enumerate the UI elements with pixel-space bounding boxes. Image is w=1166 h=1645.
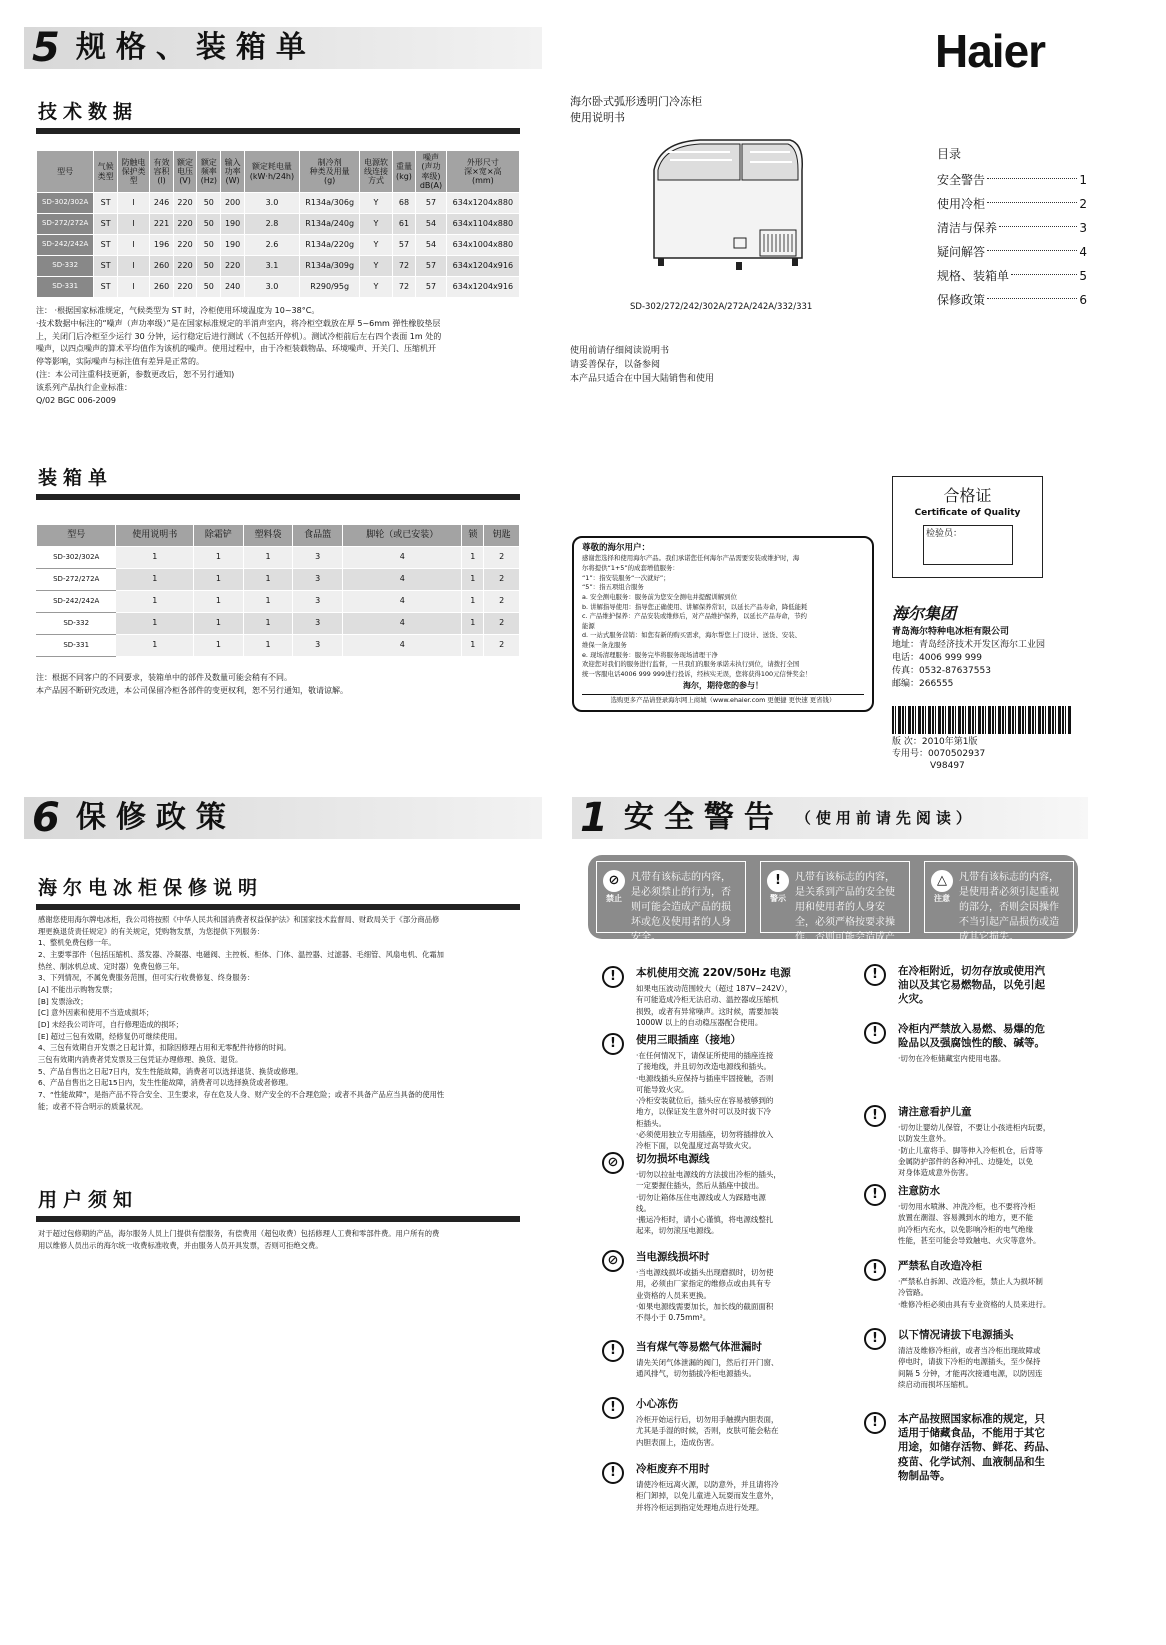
packing-notes: 注：根据不同客户的不同要求，装箱单中的部件及数量可能会稍有不同。 本产品因不断研究改进，本公司保留冷柜各部件的变更权利，恕不另行通知，敬请谅解。 xyxy=(36,673,348,695)
tech-data-heading: 技术数据 xyxy=(38,101,139,123)
legend-symbol xyxy=(603,870,625,924)
chapter-number: 5 xyxy=(32,27,60,69)
warning-item xyxy=(864,1105,1084,1178)
table-cell: 1 xyxy=(116,613,194,635)
table-cell: SD-242/242A xyxy=(37,235,94,256)
chapter-5-banner xyxy=(24,27,542,69)
toc-label: 使用冷柜 xyxy=(937,197,986,212)
packing-table xyxy=(36,524,520,657)
table-cell: 50 xyxy=(197,235,221,256)
warning-text xyxy=(898,1412,1056,1486)
toc-dots xyxy=(987,178,1077,179)
table-cell: SD-242/242A xyxy=(37,591,116,613)
company-address: 地址：青岛经济技术开发区海尔工业园 xyxy=(892,640,1046,651)
warning-title: 冷柜废弃不用时 xyxy=(636,1463,710,1475)
column-header: 除霜铲 xyxy=(194,525,244,547)
table-cell: 3 xyxy=(293,591,343,613)
warning-title: 严禁私自改造冷柜 xyxy=(898,1260,982,1272)
manual-title-line-2: 使用说明书 xyxy=(570,111,625,124)
warning-text xyxy=(898,1105,1050,1178)
table-cell: 634x1204x916 xyxy=(446,277,519,298)
product-code-2: V98497 xyxy=(930,761,965,772)
warning-item xyxy=(602,1462,822,1513)
company-logo: 海尔集团 xyxy=(892,604,957,623)
table-cell: 72 xyxy=(392,277,416,298)
table-cell: Ⅰ xyxy=(117,214,149,235)
table-cell: SD-302/302A xyxy=(37,547,116,569)
table-cell: SD-272/272A xyxy=(37,569,116,591)
barcode xyxy=(892,706,1072,734)
warning-text xyxy=(898,1184,1041,1246)
table-cell: 54 xyxy=(416,235,447,256)
table-cell: 1 xyxy=(194,635,244,657)
warning-body: 清洁及维修冷柜前，或者当冷柜出现故障或 停电时，请拔下冷柜的电源插头，至少保持 间隔 5 分钟，才能再次接通电源，以防因连 续启动而损坏压缩机。 xyxy=(898,1346,1043,1389)
warning-title: 本产品按照国家标准的规定，只 适用于储藏食品，不能用于其它 用途，如储存活物、鲜花、药品、 疫苗、化学试剂、血液制品和生 物制品等。 xyxy=(898,1413,1056,1482)
table-cell: 1 xyxy=(194,591,244,613)
table-cell: 61 xyxy=(392,214,416,235)
warning-icon: ! xyxy=(864,1105,886,1127)
chapter-title: 安全警告 xyxy=(623,799,784,835)
column-header: 有效 容积 (l) xyxy=(150,151,174,193)
legend-text: 凡带有该标志的内容，是关系到产品的安全使用和使用者的人身安全，必须严格按要求操作，否则可能会造成产品的损坏。 xyxy=(795,872,895,958)
table-cell: 57 xyxy=(416,193,447,214)
company-info xyxy=(892,626,1045,691)
column-header: 型号 xyxy=(37,525,116,547)
table-cell: ST xyxy=(94,193,118,214)
table-cell: 3.0 xyxy=(244,277,299,298)
warning-icon: ! xyxy=(602,1397,624,1419)
warning-text xyxy=(636,1340,779,1380)
table-cell: 1 xyxy=(116,635,194,657)
warning-item xyxy=(864,1412,1084,1486)
legend-item xyxy=(924,861,1074,943)
warning-body: ·严禁私自拆卸、改造冷柜，禁止人为损坏制 冷管路。 ·维修冷柜必须由具有专业资格的人员来进行。 xyxy=(898,1277,1051,1309)
warning-title: 以下情况请拔下电源插头 xyxy=(898,1329,1014,1341)
column-header: 输入 功率 (W) xyxy=(221,151,245,193)
table-cell: SD-302/302A xyxy=(37,193,94,214)
warning-item xyxy=(864,1328,1084,1390)
warning-title: 当电源线损坏时 xyxy=(636,1251,710,1263)
column-header: 气候 类型 xyxy=(94,151,118,193)
column-header: 重量 (kg) xyxy=(392,151,416,193)
chapter-number: 1 xyxy=(580,797,608,839)
legend-symbol xyxy=(767,870,789,924)
table-cell: R290/95g xyxy=(300,277,360,298)
service-motto: 海尔，期待您的参与！ xyxy=(683,681,763,691)
table-cell: 57 xyxy=(416,256,447,277)
warning-item xyxy=(602,1340,822,1380)
table-cell: 1 xyxy=(462,591,484,613)
table-cell: 50 xyxy=(197,193,221,214)
legend-item xyxy=(760,861,910,958)
table-cell: 4 xyxy=(343,569,462,591)
haier-logo: Haier xyxy=(935,25,1046,77)
certificate-subtitle: Certificate of Quality xyxy=(914,507,1021,518)
warning-item xyxy=(864,964,1084,1010)
toc-label: 清洁与保养 xyxy=(937,221,998,236)
toc-page: 5 xyxy=(1079,269,1087,284)
table-cell: Y xyxy=(360,214,392,235)
warning-title: 在冷柜附近，切勿存放或使用汽 油以及其它易燃物品，以免引起 火灾。 xyxy=(898,965,1045,1006)
warning-body: ·当电源线损坏或插头出现磨损时，切勿使 用，必须由厂家指定的维修点或由具有专 业资格的人员来更换。 ·如果电源线需要加长，加长线的截面面积 不得小于 0.75mm²。 xyxy=(636,1268,774,1323)
legend-tag: 警示 xyxy=(770,894,786,903)
table-cell: 220 xyxy=(173,277,197,298)
toc-page: 3 xyxy=(1079,221,1087,236)
model-list: SD-302/272/242/302A/272A/242A/332/331 xyxy=(630,302,813,312)
table-cell: 3 xyxy=(293,613,343,635)
table-cell: 240 xyxy=(221,277,245,298)
warning-title: 小心冻伤 xyxy=(636,1398,678,1410)
warning-item xyxy=(864,1022,1084,1065)
table-cell: 634x1004x880 xyxy=(446,235,519,256)
warning-icon: ! xyxy=(864,1184,886,1206)
warning-text xyxy=(898,1022,1045,1065)
column-header: 食品篮 xyxy=(293,525,343,547)
table-cell: 50 xyxy=(197,277,221,298)
legend-tag: 注意 xyxy=(934,894,950,903)
table-cell: Y xyxy=(360,277,392,298)
toc-item[interactable] xyxy=(937,168,1087,192)
manual-title-line-1: 海尔卧式弧形透明门冷冻柜 xyxy=(570,95,702,108)
warning-item xyxy=(864,1184,1084,1246)
toc-dots xyxy=(1011,274,1077,275)
table-cell: R134a/240g xyxy=(300,214,360,235)
column-header: 使用说明书 xyxy=(116,525,194,547)
service-footer: 选购更多产品请登录海尔网上商城（www.ehaier.com 更便捷 更快速 更省钱） xyxy=(582,694,864,705)
warning-icon: ! xyxy=(864,1412,886,1434)
table-cell: 3 xyxy=(293,635,343,657)
warning-item xyxy=(864,1259,1084,1310)
table-row xyxy=(37,635,520,657)
table-cell: 190 xyxy=(221,214,245,235)
table-cell: 1 xyxy=(243,569,293,591)
inspector-box xyxy=(923,525,1013,565)
warning-icon: ! xyxy=(602,1462,624,1484)
toc-title: 目录 xyxy=(937,147,962,161)
table-row xyxy=(37,547,520,569)
table-cell: 4 xyxy=(343,613,462,635)
table-cell: Y xyxy=(360,193,392,214)
table-cell: 246 xyxy=(150,193,174,214)
toc-label: 安全警告 xyxy=(937,173,986,188)
table-cell: 2 xyxy=(484,635,520,657)
table-row xyxy=(37,591,520,613)
column-header: 噪声 (声功 率级) dB(A) xyxy=(416,151,447,193)
warning-icon: ! xyxy=(864,964,886,986)
warning-text xyxy=(898,964,1045,1010)
column-header: 锁 xyxy=(462,525,484,547)
table-cell: SD-331 xyxy=(37,277,94,298)
column-header: 电源软 线连接 方式 xyxy=(360,151,392,193)
table-cell: 1 xyxy=(243,547,293,569)
toc-page: 4 xyxy=(1079,245,1087,260)
column-header: 型号 xyxy=(37,151,94,193)
table-cell: 1 xyxy=(462,547,484,569)
toc-dots xyxy=(987,250,1077,251)
warning-icon: ! xyxy=(864,1259,886,1281)
warranty-heading: 海尔电冰柜保修说明 xyxy=(38,877,264,899)
table-cell: Y xyxy=(360,256,392,277)
table-of-contents xyxy=(937,146,1087,312)
warning-text xyxy=(898,1328,1043,1390)
chapter-subtitle: （使用前请先阅读） xyxy=(795,808,976,827)
tech-data-table xyxy=(36,150,520,298)
warning-title: 注意防水 xyxy=(898,1185,940,1197)
table-cell: 1 xyxy=(462,613,484,635)
chapter-1-banner xyxy=(572,797,1088,839)
table-cell: 220 xyxy=(173,235,197,256)
notice-heading: 用户须知 xyxy=(38,1189,139,1211)
table-cell: 1 xyxy=(116,569,194,591)
heading-rule xyxy=(36,1216,520,1222)
warning-text xyxy=(636,1033,773,1151)
table-cell: ST xyxy=(94,277,118,298)
warning-item xyxy=(602,1152,822,1237)
table-cell: 72 xyxy=(392,256,416,277)
toc-dots xyxy=(999,226,1077,227)
table-cell: 634x1204x916 xyxy=(446,256,519,277)
table-row xyxy=(37,193,520,214)
warning-body: ·切勿在冷柜储藏室内使用电器。 xyxy=(898,1054,1006,1064)
table-cell: Ⅰ xyxy=(117,235,149,256)
certificate-of-quality xyxy=(892,476,1043,578)
service-greeting: 尊敬的海尔用户： xyxy=(582,543,651,553)
chapter-title: 规格、装箱单 xyxy=(75,29,316,65)
table-cell: Y xyxy=(360,235,392,256)
toc-page: 6 xyxy=(1079,293,1087,308)
warning-body: ·切勿让婴幼儿保管，不要让小孩进柜内玩要， 以防发生意外。 ·防止儿童将手、脚等伸入冷柜机仓，后背等 金属防护部件的各种冲孔、边缝处，以免 对身体造成意外伤害。 xyxy=(898,1123,1051,1178)
table-cell: 260 xyxy=(150,256,174,277)
table-cell: 634x1104x880 xyxy=(446,214,519,235)
symbol-legend xyxy=(588,855,1078,958)
warning-title: 当有煤气等易燃气体泄漏时 xyxy=(636,1341,762,1353)
warning-title: 使用三眼插座（接地） xyxy=(636,1034,741,1046)
table-row xyxy=(37,569,520,591)
table-cell: 220 xyxy=(173,193,197,214)
certificate-title: 合格证 xyxy=(943,486,992,505)
table-cell: 220 xyxy=(221,256,245,277)
legend-text: 凡带有该标志的内容，是必须禁止的行为，否则可能会造成产品的损坏或危及使用者的人身安全。 xyxy=(631,872,731,943)
column-header: 额定 频率 (Hz) xyxy=(197,151,221,193)
inspector-label: 检验员： xyxy=(926,529,963,539)
table-cell: 4 xyxy=(343,547,462,569)
warning-text xyxy=(636,1397,779,1448)
table-cell: 2 xyxy=(484,613,520,635)
table-row xyxy=(37,214,520,235)
toc-dots xyxy=(987,202,1077,203)
column-header: 额定耗电量 (kW·h/24h) xyxy=(244,151,299,193)
column-header: 外形尺寸 深×宽×高 (mm) xyxy=(446,151,519,193)
toc-item[interactable] xyxy=(937,240,1087,264)
table-cell: ST xyxy=(94,214,118,235)
edition: 版 次：2010年第1版 xyxy=(892,737,978,747)
heading-rule xyxy=(36,904,520,910)
table-row xyxy=(37,235,520,256)
warning-title: 本机使用交流 220V/50Hz 电源 xyxy=(636,967,791,979)
table-cell: SD-272/272A xyxy=(37,214,94,235)
heading-rule xyxy=(36,128,520,134)
table-row xyxy=(37,277,520,298)
service-body: 感谢您选择和使用海尔产品。我们承诺您任何海尔产品需要安装或维护时，海 尔将提供“1+5”的成套增值服务： “1”：指安装服务“一次就好”； “5”：指五项组合服务 a. 安全测电服务：服务前为您安全测电并提醒训解到位 b. 讲解指导使用：指导您正确使用、讲解保养常识，以延长产品寿命，降低能耗 c. 产品维护保养：产品安装或维修后，对产品维护保养，以延长产品寿命，节约 能源 d. 一站式服务营销：如您有新的购买需求，海尔帮您上门设计、送货、安装、 维保一条龙服务 e. 现场清理服务：服务完毕将服务现场清理干净 欢迎您对我们的服务进行监督，一旦我们的服务承诺未执行到位，请拨打全国 统一客服电话4006 999 999进行投诉，经核实无误，您将获得100元信誉奖金！ xyxy=(582,554,812,678)
chapter-6-banner xyxy=(24,797,542,839)
read-instructions: 使用前请仔细阅读说明书 请妥善保存，以备参阅 本产品只适合在中国大陆销售和使用 xyxy=(570,346,715,384)
warning-item xyxy=(602,966,822,1028)
notice-body: 对于超过包修期的产品，海尔服务人员上门提供有偿服务，有偿费用（超包收费）包括修理人工费和零部件费。用户所有的费 用以维修人员出示的海尔统一收费标准收费，并由服务人员开具发票，否则可拒绝交费。 xyxy=(38,1229,440,1251)
table-cell: 200 xyxy=(221,193,245,214)
chapter-title: 保修政策 xyxy=(75,799,236,835)
table-cell: 1 xyxy=(462,569,484,591)
warning-body: ·切勿用水喷淋、冲洗冷柜，也不要将冷柜 放置在潮湿、容易溅到水的地方，更不能 向冷柜内充水，以免影响冷柜的电气绝缘 性能，甚至可能会导致触电、火灾等意外。 xyxy=(898,1202,1041,1245)
table-cell: 220 xyxy=(173,214,197,235)
table-cell: 1 xyxy=(116,591,194,613)
warning-text xyxy=(636,1250,773,1323)
toc-page: 2 xyxy=(1079,197,1087,212)
toc-item[interactable] xyxy=(937,264,1087,288)
column-header: 制冷剂 种类及用量 (g) xyxy=(300,151,360,193)
product-code: 专用号：0070502937 xyxy=(892,749,986,760)
table-cell: 2.8 xyxy=(244,214,299,235)
table-cell: 4 xyxy=(343,591,462,613)
table-cell: 3.1 xyxy=(244,256,299,277)
table-cell: 1 xyxy=(194,547,244,569)
table-row xyxy=(37,256,520,277)
packing-heading: 装箱单 xyxy=(38,467,114,489)
table-cell: ST xyxy=(94,235,118,256)
warning-text xyxy=(898,1259,1050,1310)
warranty-body: 感谢您使用海尔牌电冰柜，我公司将按照《中华人民共和国消费者权益保护法》和国家技术监督局、财政局关于《部分商品修 理更换退货责任规定》的有关规定，凭购物发票，为您提供下列服务： 1、整机免费包修一年。 2、主要零部件（包括压缩机、蒸发器、冷凝器、电磁阀、主控板、柜体、门体、温控器、过滤器、毛细管、风扇电机、化霜加 热丝、制冰机总成、定时器）免费包修三年。 3、下列情况，不属免费服务范围，但可实行收费修复、终身服务： [A] 不能出示购物发票； [B] 发票涂改； [C] 意外因素和使用不当造成损坏； [D] 未经我公司许可，自行修理造成的损坏； [E] 超过三包有效期，经修复仍可继续使用。 4、三包有效期自开发票之日起计算，扣除因修理占用和无零配件待修的时间。 三包有效期内消费者凭发票及三包凭证办理修理、换货、退货。 5、产品自售出之日起7日内，发生性能故障，消费者可以选择退货、换货或修理。 6、产品自售出之日起15日内，发生性能故障，消费者可以选择换货或者修理。 7、“性能故障”，是指产品不符合安全、卫生要求，存在危及人身、财产安全的不合理危险；或者不具备产品应当具备的使用性 能；或者不符合明示的质量状况。 xyxy=(38,915,445,1111)
table-cell: 1 xyxy=(243,591,293,613)
warning-text xyxy=(636,1152,781,1237)
table-row xyxy=(37,613,520,635)
table-cell: 3 xyxy=(293,569,343,591)
table-cell: 220 xyxy=(173,256,197,277)
table-cell: 2 xyxy=(484,547,520,569)
toc-page: 1 xyxy=(1079,173,1087,188)
caution-icon: △ xyxy=(931,870,953,892)
table-cell: R134a/220g xyxy=(300,235,360,256)
tech-notes: 注： ·根据国家标准规定，气候类型为 ST 时，冷柜使用环境温度为 10~38°C。 ·技术数据中标注的“噪声（声功率级）”是在国家标准规定的半消声室内，将冷柜空载放在厚 5~6mm 弹性橡胶垫层 上，关闭门后冷柜至少运行 30 分钟，运行稳定后进行测试（不包括开停机）。测试冷柜前后左右四个表面 1m 处的 噪声，以四点噪声的算术平均值作为该机的噪声。使用过程中，由于冷柜装载物品、环境噪声、开关门、压缩机开 停等影响，实际噪声与标注值有差异是正常的。 (注：本公司注重科技更新，参数更改后，恕不另行通知) 该系列产品执行企业标准： Q/02 BGC 006-2009 xyxy=(36,306,442,405)
table-cell: R134a/309g xyxy=(300,256,360,277)
legend-tag: 禁止 xyxy=(606,894,622,903)
warning-title: 切勿损坏电源线 xyxy=(636,1153,710,1165)
table-cell: 3.0 xyxy=(244,193,299,214)
column-header: 脚轮（或已安装） xyxy=(343,525,462,547)
company-zip: 邮编：266555 xyxy=(892,679,954,690)
table-cell: Ⅰ xyxy=(117,256,149,277)
freezer-illustration xyxy=(640,130,810,280)
table-cell: 50 xyxy=(197,214,221,235)
table-cell: 1 xyxy=(243,613,293,635)
company-phone: 电话：4006 999 999 xyxy=(892,653,982,664)
heading-rule xyxy=(36,494,520,500)
table-cell: 57 xyxy=(416,277,447,298)
toc-dots xyxy=(987,298,1077,299)
table-cell: 260 xyxy=(150,277,174,298)
table-cell: SD-332 xyxy=(37,613,116,635)
warning-icon: ! xyxy=(767,870,789,892)
legend-item xyxy=(596,861,746,943)
toc-label: 规格、装箱单 xyxy=(937,269,1010,284)
toc-label: 保修政策 xyxy=(937,293,986,308)
warning-body: 请使冷柜远离火源，以防意外，并且请将冷 柜门卸掉，以免儿童进入玩耍而发生意外， 并将冷柜运到指定处理地点进行处理。 xyxy=(636,1480,779,1512)
prohibit-icon: ⊘ xyxy=(603,870,625,892)
warning-icon: ! xyxy=(864,1328,886,1350)
table-cell: 54 xyxy=(416,214,447,235)
table-cell: 634x1204x880 xyxy=(446,193,519,214)
chapter-number: 6 xyxy=(32,797,60,839)
table-cell: 1 xyxy=(116,547,194,569)
warning-text xyxy=(636,1462,779,1513)
column-header: 额定 电压 (V) xyxy=(173,151,197,193)
table-cell: 2 xyxy=(484,569,520,591)
prohibit-icon: ⊘ xyxy=(602,1250,624,1272)
column-header: 钥匙 xyxy=(484,525,520,547)
toc-item[interactable] xyxy=(937,192,1087,216)
table-cell: ST xyxy=(94,256,118,277)
table-cell: 2 xyxy=(484,591,520,613)
table-cell: Ⅰ xyxy=(117,277,149,298)
table-cell: SD-332 xyxy=(37,256,94,277)
table-cell: 1 xyxy=(462,635,484,657)
table-cell: 190 xyxy=(221,235,245,256)
table-cell: SD-331 xyxy=(37,635,116,657)
toc-item[interactable] xyxy=(937,216,1087,240)
prohibit-icon: ⊘ xyxy=(602,1152,624,1174)
table-cell: 1 xyxy=(243,635,293,657)
table-cell: 57 xyxy=(392,235,416,256)
toc-item[interactable] xyxy=(937,288,1087,312)
warning-icon: ! xyxy=(864,1022,886,1044)
warning-body: ·切勿以拉扯电源线的方法拔出冷柜的插头， 一定要握住插头，然后从插座中拔出。 ·切勿让箱体压住电源线或人为踩踏电源 线。 ·搬运冷柜时，请小心谨慎，将电源线整扎 起来，切勿滚压电源线。 xyxy=(636,1170,781,1236)
warning-title: 请注意看护儿童 xyxy=(898,1106,972,1118)
table-cell: 1 xyxy=(194,613,244,635)
table-cell: 2.6 xyxy=(244,235,299,256)
table-cell: 221 xyxy=(150,214,174,235)
toc-label: 疑问解答 xyxy=(937,245,986,260)
warning-item xyxy=(602,1250,822,1323)
table-cell: 68 xyxy=(392,193,416,214)
warning-body: 如果电压波动范围较大（超过 187V~242V）， 有可能造成冷柜无法启动、温控器或压缩机 损毁，或者有异常噪声。这时候，需要加装 1000W 以上的自动稳压器配合使用。 xyxy=(636,984,793,1027)
table-cell: Ⅰ xyxy=(117,193,149,214)
warning-body: 请先关闭气体泄漏的阀门，然后打开门窗、 通风排气，切勿插拔冷柜电源插头。 xyxy=(636,1358,779,1379)
company-fax: 传真：0532-87637553 xyxy=(892,666,991,677)
table-cell: 3 xyxy=(293,547,343,569)
service-box xyxy=(572,536,874,712)
warning-body: 冷柜开始运行后，切勿用手触摸内胆表面， 尤其是手湿的时候，否则，皮肤可能会粘在 内胆表面上，造成伤害。 xyxy=(636,1415,779,1447)
warning-icon: ! xyxy=(602,1033,624,1055)
warning-icon: ! xyxy=(602,966,624,988)
warning-icon: ! xyxy=(602,1340,624,1362)
column-header: 塑料袋 xyxy=(243,525,293,547)
table-cell: 196 xyxy=(150,235,174,256)
warning-title: 冷柜内严禁放入易燃、易爆的危 险品以及强腐蚀性的酸、碱等。 xyxy=(898,1023,1045,1050)
table-cell: 4 xyxy=(343,635,462,657)
table-cell: R134a/306g xyxy=(300,193,360,214)
warning-text xyxy=(636,966,792,1028)
company-name: 青岛海尔特种电冰柜有限公司 xyxy=(892,627,1010,637)
warning-body: ·在任何情况下，请保证所使用的插座连接 了接地线，并且切勿改造电源线和插头。 ·电源线插头应保持与插座牢固接触，否则 可能导致火灾。 ·冷柜安装就位后，插头应在容易被够到的 地方，以保证发生意外时可以及时拔下冷 柜插头。 ·必须使用独立专用插座，切勿将插排放入 冷柜下面，以免温度过高导致火灾。 xyxy=(636,1051,774,1151)
warning-item xyxy=(602,1033,822,1151)
warning-item xyxy=(602,1397,822,1448)
table-cell: 1 xyxy=(194,569,244,591)
legend-text: 凡带有该标志的内容，是使用者必须引起重视的部分，否则会因操作不当引起产品损伤或造成其它损失。 xyxy=(959,872,1059,943)
legend-symbol xyxy=(931,870,953,924)
column-header: 防触电 保护类 型 xyxy=(117,151,149,193)
edition-info xyxy=(892,736,985,772)
table-cell: 50 xyxy=(197,256,221,277)
